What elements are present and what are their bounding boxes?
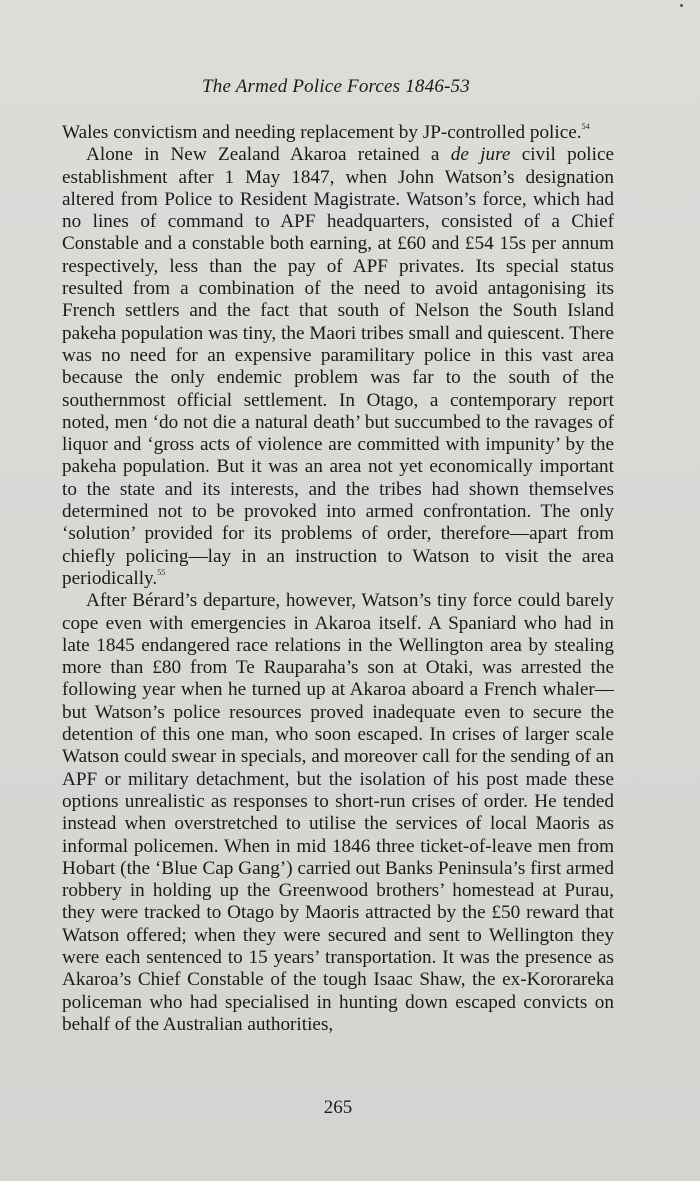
latin-term: de jure: [450, 144, 511, 166]
paragraph-3: [62, 590, 614, 1036]
paragraph-1: [62, 122, 614, 144]
scan-speck: [680, 4, 683, 7]
paragraph-3-text: After Bérard’s departure, however, Watson’s tiny force could barely cope even with emergencies in Akaroa itself. A Spaniard who had in late 1845 endangered race relations in the Wellington area by stealing more than £80 from Te Rauparaha’s son at Otaki, was arrested the following year when he turned up at Akaroa aboard a French whaler—but Watson’s police resources proved inadequate even to secure the detention of this one man, who soon escaped. In crises of larger scale Watson could swear in specials, and moreover call for the sending of an APF or military detachment, but the isolation of his post made these options unrealistic as responses to short-run crises of order. He tended instead when overstretched to utilise the services of local Maoris as informal policemen. When in mid 1846 three ticket-of-leave men from Hobart (the ‘Blue Cap Gang’) carried out Banks Peninsula’s first armed robbery in holding up the Greenwood brothers’ homestead at Purau, they were tracked to Otago by Maoris attracted by the £50 reward that Watson offered; when they were secured and sent to Wellington they were each sentenced to 15 years’ transportation. It was the presence as Akaroa’s Chief Constable of the tough Isaac Shaw, the ex-Kororareka policeman who had specialised in hunting down escaped convicts on behalf of the Australian authorities,: [62, 590, 614, 1035]
body-text: [62, 122, 614, 1036]
footnote-ref-54[interactable]: 54: [581, 122, 590, 131]
paragraph-2-text: Alone in New Zealand Akaroa retained a de jure civil police establishment after 1 May 1847, when John Watson’s designation altered from Police to Resident Magistrate. Watson’s force, which had no lines of command to APF headquarters, consisted of a Chief Constable and a constable both earning, at £60 and £54 15s per annum respectively, less than the pay of APF privates. Its special status resulted from a combination of the need to avoid antagonising its French settlers and the fact that south of Nelson the South Island pakeha population was tiny, the Maori tribes small and quiescent. There was no need for an expensive paramilitary police in this vast area because the only endemic problem was far to the south of the southernmost official settlement. In Otago, a contemporary report noted, men ‘do not die a natural death’ but succumbed to the ravages of liquor and ‘gross acts of violence are committed with impunity’ by the pakeha population. But it was an area not yet economically important to the state and its interests, and the tribes had shown themselves determined not to be provoked into armed confrontation. The only ‘solution’ provided for its problems of order, therefore—apart from chiefly policing—lay in an instruction to Watson to visit the area periodically.: [62, 144, 614, 589]
footnote-ref-55[interactable]: 55: [157, 567, 166, 577]
paragraph-2: [62, 144, 614, 590]
page-number: 265: [323, 1097, 353, 1118]
paragraph-1-text: Wales convictism and needing replacement by JP-controlled police.: [62, 122, 582, 143]
running-header: The Armed Police Forces 1846-53: [202, 76, 470, 97]
